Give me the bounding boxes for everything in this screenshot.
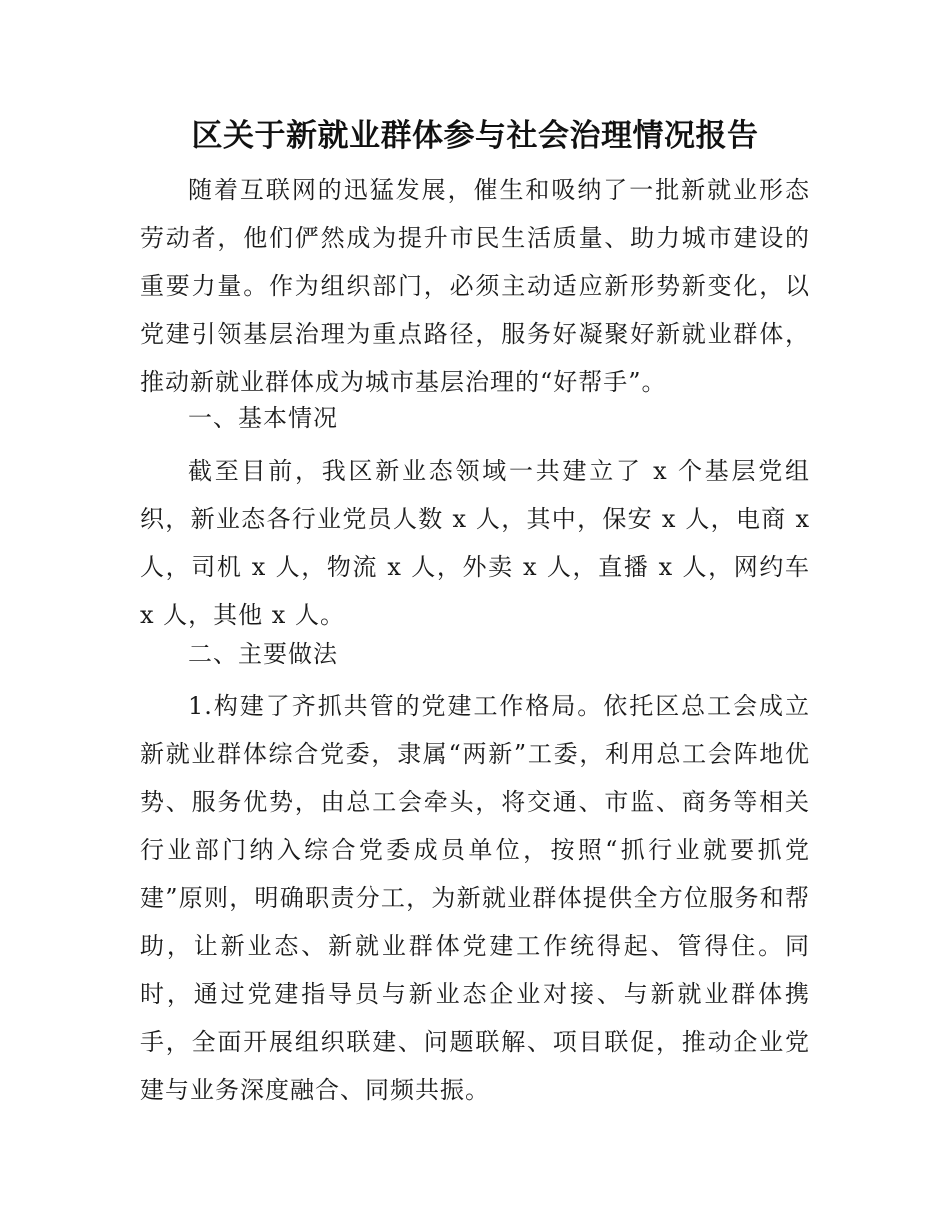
document-title: 区关于新就业群体参与社会治理情况报告 [191,118,759,154]
intro-paragraph: 随着互联网的迅猛发展，催生和吸纳了一批新就业形态劳动者，他们俨然成为提升市民生活质量、助力城市建设的重要力量。作为组织部门，必须主动适应新形势新变化，以党建引领基层治理为重点路径，服务好凝聚好新就业群体，推动新就业群体成为城市基层治理的“好帮手”。 [140,176,810,396]
section-1-body [140,447,810,639]
section-1-paragraph: 截至目前，我区新业态领域一共建立了 x 个基层党组织，新业态各行业党员人数 x 人，其中，保安 x 人，电商 x 人，司机 x 人，物流 x 人，外卖 x 人，直播 x 人，网约车 x 人，其他 x 人。 [140,457,810,629]
section-2-item-1: 1.构建了齐抓共管的党建工作格局。依托区总工会成立新就业群体综合党委，隶属“两新”工委，利用总工会阵地优势、服务优势，由总工会牵头，将交通、市监、商务等相关行业部门纳入综合党委成员单位，按照“抓行业就要抓党建”原则，明确职责分工，为新就业群体提供全方位服务和帮助，让新业态、新就业群体党建工作统得起、管得住。同时，通过党建指导员与新业态企业对接、与新就业群体携手，全面开展组织联建、问题联解、项目联促，推动企业党建与业务深度融合、同频共振。 [140,692,810,1104]
section-1-heading: 一、基本情况 [188,404,338,432]
section-2-body [140,682,810,1114]
section-1 [140,394,810,442]
document-body [140,166,810,406]
section-2 [140,630,810,678]
section-2-heading: 二、主要做法 [188,640,338,668]
